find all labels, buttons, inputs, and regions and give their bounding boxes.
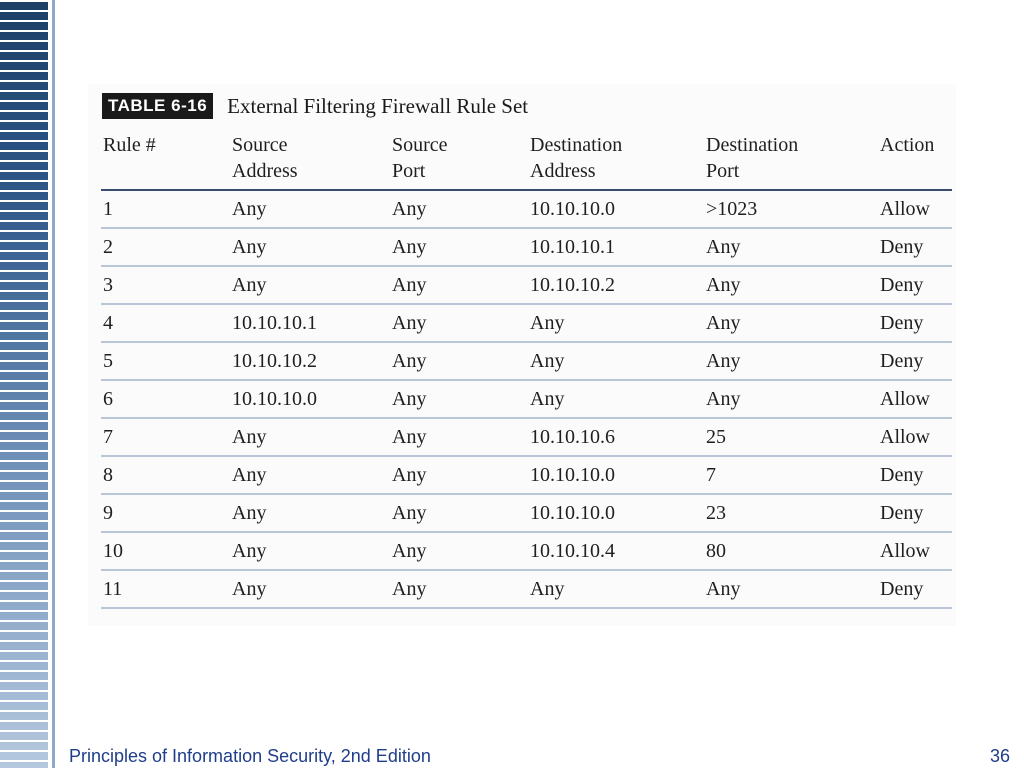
header-line-1: Action bbox=[880, 134, 935, 156]
cell-destination-port: 80 bbox=[706, 532, 880, 570]
cell-action: Allow bbox=[880, 418, 952, 456]
cell-destination-port: 23 bbox=[706, 494, 880, 532]
cell-action: Deny bbox=[880, 456, 952, 494]
cell-source-port: Any bbox=[392, 494, 530, 532]
header-action bbox=[880, 128, 952, 190]
cell-source-port: Any bbox=[392, 570, 530, 608]
cell-action: Deny bbox=[880, 494, 952, 532]
cell-destination-address: 10.10.10.0 bbox=[530, 494, 706, 532]
cell-source-address: Any bbox=[232, 418, 392, 456]
cell-rule-number: 4 bbox=[101, 304, 232, 342]
cell-destination-address: 10.10.10.2 bbox=[530, 266, 706, 304]
cell-destination-address: Any bbox=[530, 380, 706, 418]
cell-action: Deny bbox=[880, 342, 952, 380]
cell-source-address: Any bbox=[232, 532, 392, 570]
cell-rule-number: 3 bbox=[101, 266, 232, 304]
cell-destination-address: 10.10.10.6 bbox=[530, 418, 706, 456]
table-row bbox=[101, 228, 952, 266]
cell-destination-port: >1023 bbox=[706, 190, 880, 228]
cell-rule-number: 8 bbox=[101, 456, 232, 494]
cell-rule-number: 5 bbox=[101, 342, 232, 380]
cell-destination-port: Any bbox=[706, 228, 880, 266]
cell-action: Deny bbox=[880, 266, 952, 304]
cell-source-address: 10.10.10.2 bbox=[232, 342, 392, 380]
table-row bbox=[101, 380, 952, 418]
cell-source-address: Any bbox=[232, 190, 392, 228]
cell-source-port: Any bbox=[392, 418, 530, 456]
page-number: 36 bbox=[989, 746, 1010, 766]
cell-source-port: Any bbox=[392, 456, 530, 494]
cell-action: Allow bbox=[880, 190, 952, 228]
header-destination-address bbox=[530, 128, 706, 190]
cell-destination-address: 10.10.10.4 bbox=[530, 532, 706, 570]
cell-source-port: Any bbox=[392, 190, 530, 228]
table-row bbox=[101, 570, 952, 608]
cell-action: Deny bbox=[880, 304, 952, 342]
header-line-1: Source bbox=[392, 134, 448, 156]
cell-destination-address: Any bbox=[530, 304, 706, 342]
cell-rule-number: 11 bbox=[101, 570, 232, 608]
cell-source-port: Any bbox=[392, 342, 530, 380]
cell-destination-port: 7 bbox=[706, 456, 880, 494]
table-row bbox=[101, 418, 952, 456]
cell-destination-address: 10.10.10.0 bbox=[530, 190, 706, 228]
table-header-row bbox=[101, 128, 952, 190]
cell-destination-port: Any bbox=[706, 266, 880, 304]
table-row bbox=[101, 266, 952, 304]
firewall-rules-table bbox=[101, 128, 952, 609]
cell-destination-port: 25 bbox=[706, 418, 880, 456]
cell-source-port: Any bbox=[392, 304, 530, 342]
cell-rule-number: 1 bbox=[101, 190, 232, 228]
header-line-1: Rule # bbox=[103, 134, 156, 156]
cell-rule-number: 2 bbox=[101, 228, 232, 266]
cell-destination-address: 10.10.10.1 bbox=[530, 228, 706, 266]
header-line-1: Source bbox=[232, 134, 288, 156]
cell-destination-address: Any bbox=[530, 570, 706, 608]
cell-action: Deny bbox=[880, 570, 952, 608]
table-figure bbox=[88, 84, 956, 626]
footer-title: Principles of Information Security, 2nd Edition bbox=[69, 746, 431, 766]
header-line-2: Address bbox=[232, 160, 298, 182]
header-line-2: Address bbox=[530, 160, 596, 182]
table-title: External Filtering Firewall Rule Set bbox=[227, 93, 529, 118]
table-row bbox=[101, 190, 952, 228]
cell-destination-port: Any bbox=[706, 380, 880, 418]
cell-rule-number: 7 bbox=[101, 418, 232, 456]
cell-action: Allow bbox=[880, 532, 952, 570]
table-row bbox=[101, 532, 952, 570]
cell-source-port: Any bbox=[392, 266, 530, 304]
cell-destination-port: Any bbox=[706, 570, 880, 608]
cell-source-address: 10.10.10.1 bbox=[232, 304, 392, 342]
cell-action: Allow bbox=[880, 380, 952, 418]
cell-rule-number: 6 bbox=[101, 380, 232, 418]
header-line-1: Destination bbox=[530, 134, 623, 156]
cell-source-address: Any bbox=[232, 570, 392, 608]
table-number-tag: TABLE 6-16 bbox=[102, 93, 213, 119]
cell-source-port: Any bbox=[392, 532, 530, 570]
cell-source-port: Any bbox=[392, 380, 530, 418]
table-caption bbox=[102, 93, 528, 119]
header-source-port bbox=[392, 128, 530, 190]
cell-source-address: Any bbox=[232, 494, 392, 532]
cell-source-address: Any bbox=[232, 228, 392, 266]
cell-destination-address: Any bbox=[530, 342, 706, 380]
header-destination-port bbox=[706, 128, 880, 190]
cell-rule-number: 9 bbox=[101, 494, 232, 532]
table-row bbox=[101, 494, 952, 532]
cell-source-address: 10.10.10.0 bbox=[232, 380, 392, 418]
cell-source-address: Any bbox=[232, 266, 392, 304]
header-line-1: Destination bbox=[706, 134, 799, 156]
cell-action: Deny bbox=[880, 228, 952, 266]
decorative-stripe-bar bbox=[0, 0, 48, 768]
header-source-address bbox=[232, 128, 392, 190]
table-row bbox=[101, 304, 952, 342]
cell-destination-address: 10.10.10.0 bbox=[530, 456, 706, 494]
table-body bbox=[101, 190, 952, 608]
cell-source-address: Any bbox=[232, 456, 392, 494]
header-rule-number bbox=[101, 128, 232, 190]
cell-destination-port: Any bbox=[706, 342, 880, 380]
decorative-thin-stripe bbox=[52, 0, 55, 768]
table-row bbox=[101, 456, 952, 494]
table-row bbox=[101, 342, 952, 380]
header-line-2: Port bbox=[392, 160, 426, 182]
cell-source-port: Any bbox=[392, 228, 530, 266]
cell-rule-number: 10 bbox=[101, 532, 232, 570]
cell-destination-port: Any bbox=[706, 304, 880, 342]
header-line-2: Port bbox=[706, 160, 740, 182]
